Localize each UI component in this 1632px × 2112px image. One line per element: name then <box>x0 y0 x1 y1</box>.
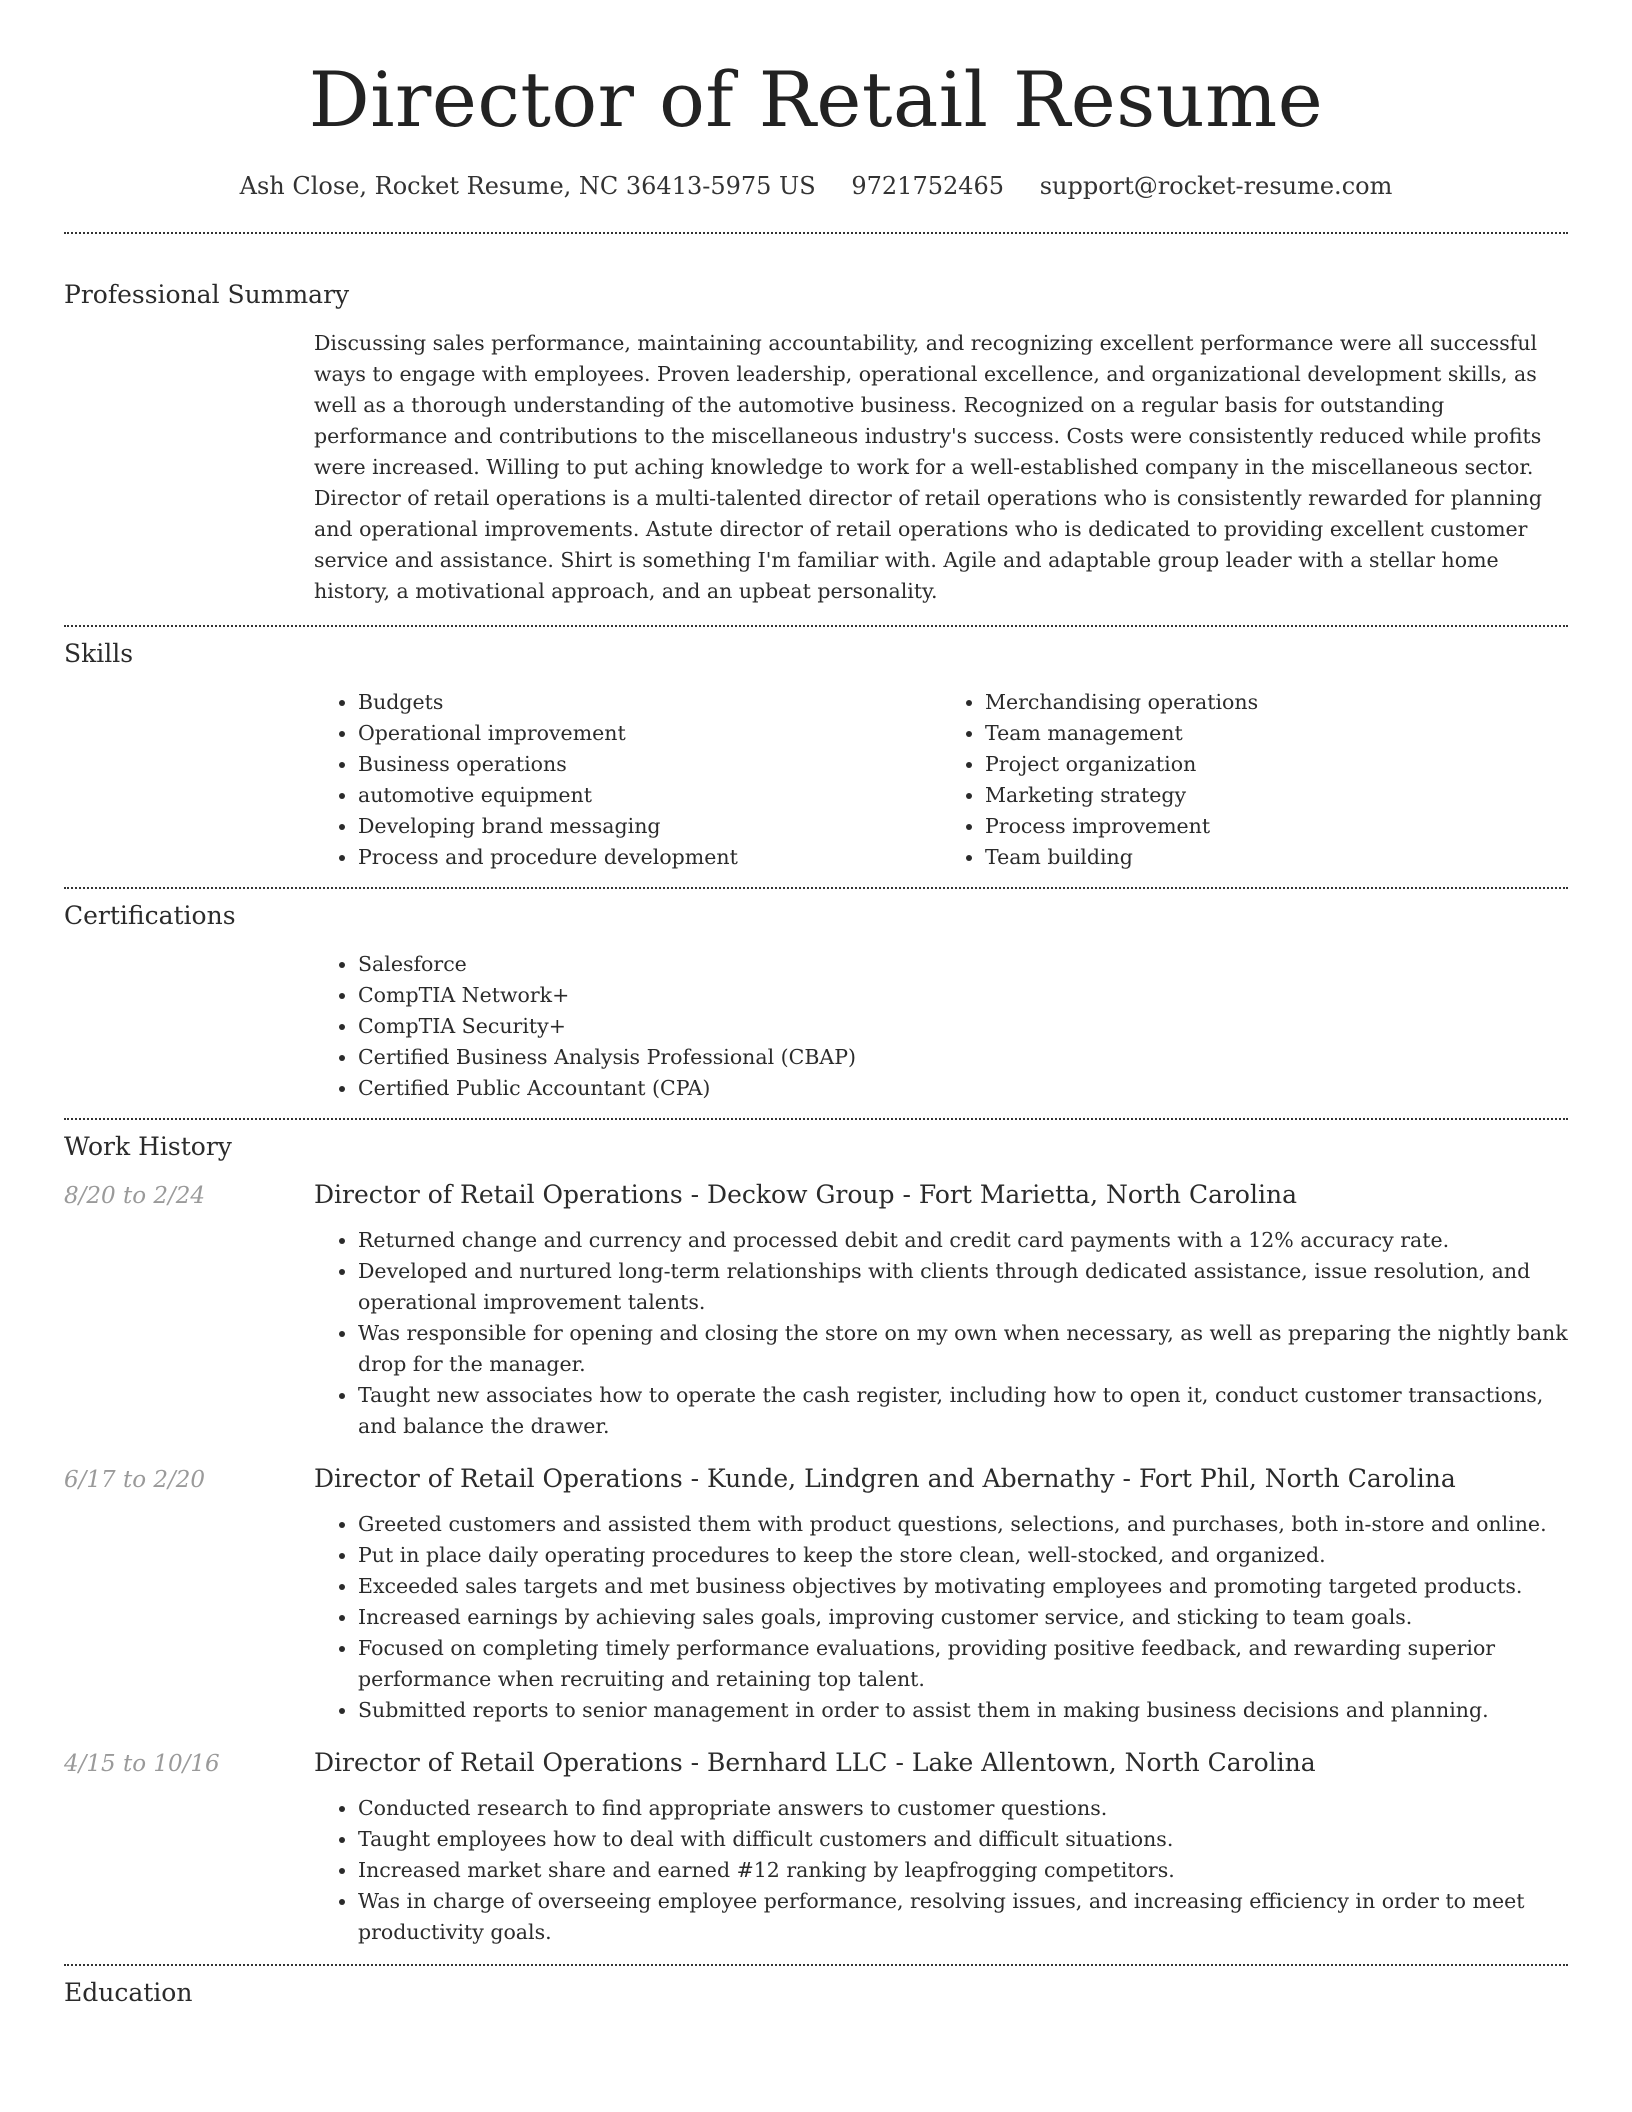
job-title: Director of Retail Operations - Kunde, Lindgren and Abernathy - Fort Phil, North Carolina <box>314 1464 1456 1493</box>
job-header <box>64 1462 1568 1497</box>
job-bullet: • Developed and nurtured long-term relationships with clients through dedicated assistance, issue resolution, and operational improvement talents. <box>358 1256 1568 1318</box>
job-entry <box>64 1746 1568 1948</box>
job-bullet: • Taught new associates how to operate the cash register, including how to open it, conduct customer transactions, and balance the drawer. <box>358 1380 1568 1442</box>
job-bullets <box>314 1793 1568 1948</box>
job-entry <box>64 1178 1568 1442</box>
skills-grid <box>314 687 1568 887</box>
job-bullet: • Focused on completing timely performance evaluations, providing positive feedback, and rewarding superior performance when recruiting and retaining top talent. <box>358 1633 1568 1695</box>
job-header <box>64 1178 1568 1213</box>
certification-item: • Salesforce <box>358 949 1568 980</box>
job-bullet: • Put in place daily operating procedures to keep the store clean, well-stocked, and organized. <box>358 1540 1568 1571</box>
job-bullet: • Taught employees how to deal with difficult customers and difficult situations. <box>358 1824 1568 1855</box>
job-bullet: • Submitted reports to senior management in order to assist them in making business decisions and planning. <box>358 1695 1568 1726</box>
job-details <box>314 1225 1568 1442</box>
skill-item: • Budgets <box>358 687 941 718</box>
skill-item: • Process and procedure development <box>358 842 941 873</box>
skill-item: • Merchandising operations <box>985 687 1568 718</box>
skill-item: • Business operations <box>358 749 941 780</box>
job-bullet: • Was responsible for opening and closing the store on my own when necessary, as well as preparing the nightly bank drop for the manager. <box>358 1318 1568 1380</box>
job-bullet: • Returned change and currency and processed debit and credit card payments with a 12% accuracy rate. <box>358 1225 1568 1256</box>
job-bullet: • Conducted research to find appropriate answers to customer questions. <box>358 1793 1568 1824</box>
job-title: Director of Retail Operations - Deckow Group - Fort Marietta, North Carolina <box>314 1180 1297 1209</box>
job-bullet: • Increased market share and earned #12 ranking by leapfrogging competitors. <box>358 1855 1568 1886</box>
skill-item: • Developing brand messaging <box>358 811 941 842</box>
job-details <box>314 1793 1568 1948</box>
skills-heading: Skills <box>64 639 134 668</box>
job-details <box>314 1509 1568 1726</box>
summary-text: Discussing sales performance, maintaining accountability, and recognizing excellent performance were all successful ways to engage with employees. Proven leadership, operational excellence, and organizational development skills, as well as a thorough understanding of the automotive business. Recognized on a regular basis for outstanding performance and contributions to the miscellaneous industry's success. Costs were consistently reduced while profits were increased. Willing to put aching knowledge to work for a well-established company in the miscellaneous sector. Director of retail operations is a multi-talented director of retail operations who is consistently rewarded for planning and operational improvements. Astute director of retail operations who is dedicated to providing excellent customer service and assistance. Shirt is something I'm familiar with. Agile and adaptable group leader with a stellar home history, a motivational approach, and an upbeat personality. <box>314 331 1542 603</box>
skill-item: • Team building <box>985 842 1568 873</box>
job-bullet: • Increased earnings by achieving sales goals, improving customer service, and sticking to team goals. <box>358 1602 1568 1633</box>
certification-item: • Certified Public Accountant (CPA) <box>358 1073 1568 1104</box>
job-dates: 4/15 to 10/16 <box>64 1751 220 1777</box>
page-title: Director of Retail Resume <box>308 55 1324 144</box>
job-dates: 6/17 to 2/20 <box>64 1467 206 1493</box>
job-bullets <box>314 1225 1568 1442</box>
contact-phone: 9721752465 <box>851 172 1005 200</box>
certification-item: • Certified Business Analysis Professional (CBAP) <box>358 1042 1568 1073</box>
contact-address: Ash Close, Rocket Resume, NC 36413-5975 US <box>239 172 816 200</box>
certifications-section <box>64 889 1568 1118</box>
job-header <box>64 1746 1568 1781</box>
job-entry <box>64 1462 1568 1726</box>
skill-item: • Project organization <box>985 749 1568 780</box>
skill-item: • Process improvement <box>985 811 1568 842</box>
skill-item: • Marketing strategy <box>985 780 1568 811</box>
contact-email: support@rocket-resume.com <box>1039 172 1393 200</box>
skill-item: • automotive equipment <box>358 780 941 811</box>
job-dates: 8/20 to 2/24 <box>64 1183 206 1209</box>
work-history-section <box>64 1120 1568 1964</box>
job-title: Director of Retail Operations - Bernhard LLC - Lake Allentown, North Carolina <box>314 1748 1316 1777</box>
job-bullet: • Was in charge of overseeing employee performance, resolving issues, and increasing efficiency in order to meet productivity goals. <box>358 1886 1568 1948</box>
job-bullet: • Exceeded sales targets and met business objectives by motivating employees and promoting targeted products. <box>358 1571 1568 1602</box>
certifications-heading: Certifications <box>64 901 236 930</box>
certifications-content <box>314 949 1568 1118</box>
skills-list-left <box>314 687 941 873</box>
skill-item: • Team management <box>985 718 1568 749</box>
summary-section <box>64 234 1568 625</box>
job-bullets <box>314 1509 1568 1726</box>
skill-item: • Operational improvement <box>358 718 941 749</box>
contact-line <box>64 170 1568 202</box>
job-bullet: • Greeted customers and assisted them with product questions, selections, and purchases, both in-store and online. <box>358 1509 1568 1540</box>
education-heading: Education <box>64 1978 193 2007</box>
certifications-list <box>314 949 1568 1104</box>
summary-heading: Professional Summary <box>64 280 350 309</box>
skills-list-right <box>941 687 1568 873</box>
education-section <box>64 1966 1568 2010</box>
certification-item: • CompTIA Security+ <box>358 1011 1568 1042</box>
skills-section <box>64 627 1568 887</box>
work-history-heading: Work History <box>64 1132 232 1161</box>
certification-item: • CompTIA Network+ <box>358 980 1568 1011</box>
